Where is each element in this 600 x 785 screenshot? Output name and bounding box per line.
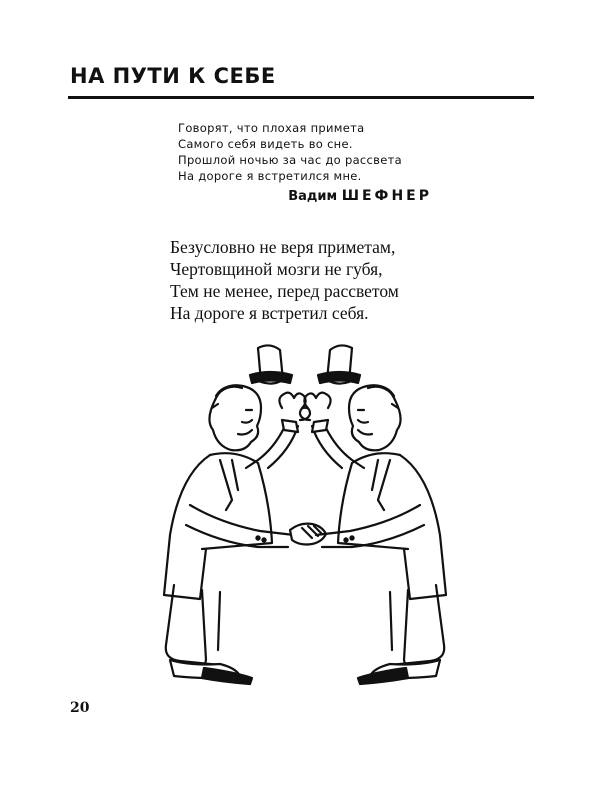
epigraph-line: Говорят, что плохая примета <box>178 121 365 135</box>
author-surname: ШЕФНЕР <box>341 188 432 204</box>
author-first-name: Вадим <box>288 189 338 204</box>
poem-line: На дороге я встретил себя. <box>170 303 369 323</box>
epigraph-line: Самого себя видеть во сне. <box>178 137 353 151</box>
title-rule <box>68 96 534 99</box>
two-mirrored-men-handshake-icon <box>130 330 480 695</box>
page-number: 20 <box>70 700 90 716</box>
poem-line: Тем не менее, перед рассветом <box>170 281 399 301</box>
epigraph <box>178 120 402 184</box>
epigraph-line: Прошлой ночью за час до рассвета <box>178 153 402 167</box>
epigraph-author <box>288 188 432 204</box>
poem-line: Безусловно не веря приметам, <box>170 237 396 257</box>
epigraph-line: На дороге я встретился мне. <box>178 169 362 183</box>
page-title: НА ПУТИ К СЕБЕ <box>70 64 276 88</box>
poem-line: Чертовщиной мозги не губя, <box>170 259 383 279</box>
left-man-figure <box>164 345 310 684</box>
right-man-figure <box>300 345 446 684</box>
poem <box>170 236 399 324</box>
